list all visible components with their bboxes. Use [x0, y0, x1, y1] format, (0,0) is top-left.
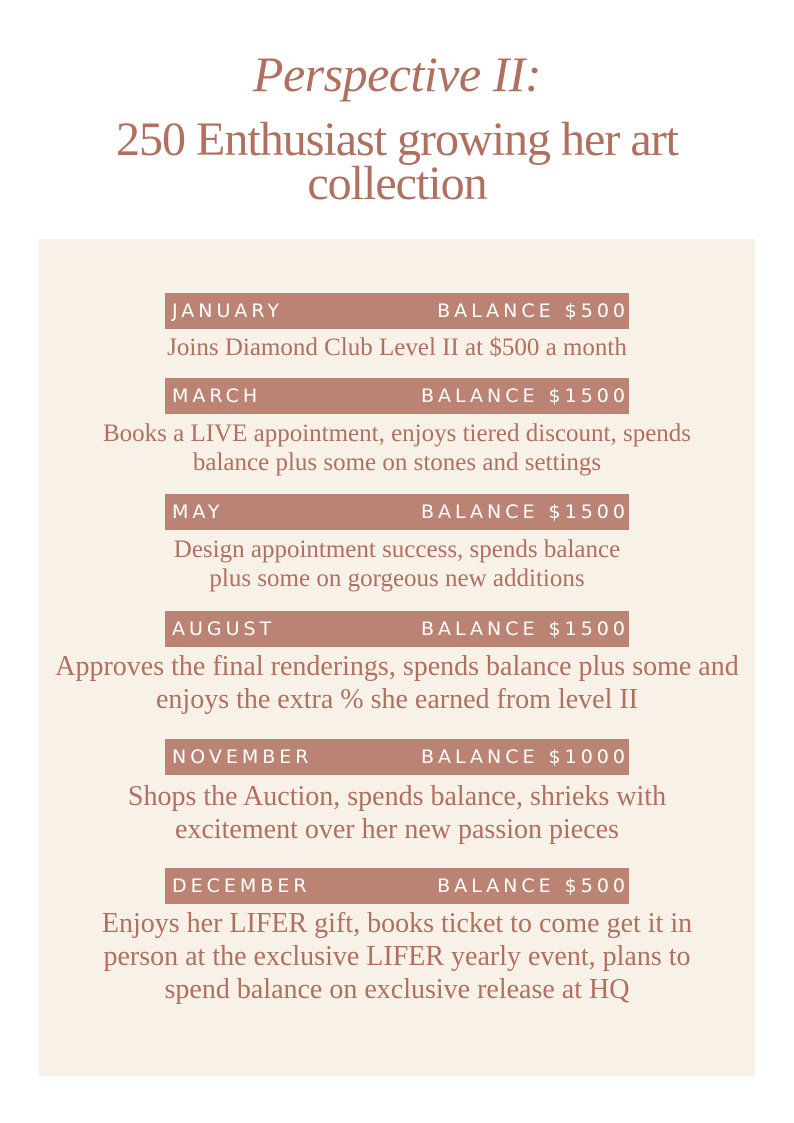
balance-label: BALANCE $1500: [420, 501, 629, 523]
page-title-prefix: Perspective II:: [252, 46, 542, 102]
month-label: AUGUST: [172, 618, 276, 640]
timeline-description-december: Enjoys her LIFER gift, books ticket to come get it in person at the exclusive LIFER yearly event, plans to spend balance on exclusive release at HQ: [101, 908, 693, 1005]
balance-label: BALANCE $1500: [420, 618, 629, 640]
timeline-description-march: Books a LIVE appointment, enjoys tiered discount, spends balance plus some on stones and settings: [102, 420, 692, 476]
month-label: MARCH: [172, 385, 262, 407]
month-label: MAY: [172, 501, 224, 523]
month-label: NOVEMBER: [172, 746, 313, 768]
timeline-description-may: Design appointment success, spends balance plus some on gorgeous new additions: [173, 536, 621, 592]
page-header: [0, 44, 794, 210]
balance-label: BALANCE $1000: [420, 746, 629, 768]
month-bar-january: [165, 293, 629, 329]
timeline-description-august: Approves the final renderings, spends balance plus some and enjoys the extra % she earned from level II: [55, 651, 739, 715]
month-bar-august: [165, 611, 629, 647]
month-bar-november: [165, 739, 629, 775]
timeline-panel: [39, 239, 755, 1076]
balance-label: BALANCE $500: [437, 300, 629, 322]
timeline-description-january: Joins Diamond Club Level II at $500 a month: [167, 334, 627, 361]
month-bar-march: [165, 378, 629, 414]
month-label: DECEMBER: [172, 875, 311, 897]
month-bar-may: [165, 494, 629, 530]
page-title: 250 Enthusiast growing her art collection: [116, 113, 678, 210]
timeline-description-november: Shops the Auction, spends balance, shrieks with excitement over her new passion pieces: [127, 781, 667, 845]
month-bar-december: [165, 868, 629, 904]
balance-label: BALANCE $1500: [420, 385, 629, 407]
month-label: JANUARY: [172, 300, 283, 322]
balance-label: BALANCE $500: [437, 875, 629, 897]
